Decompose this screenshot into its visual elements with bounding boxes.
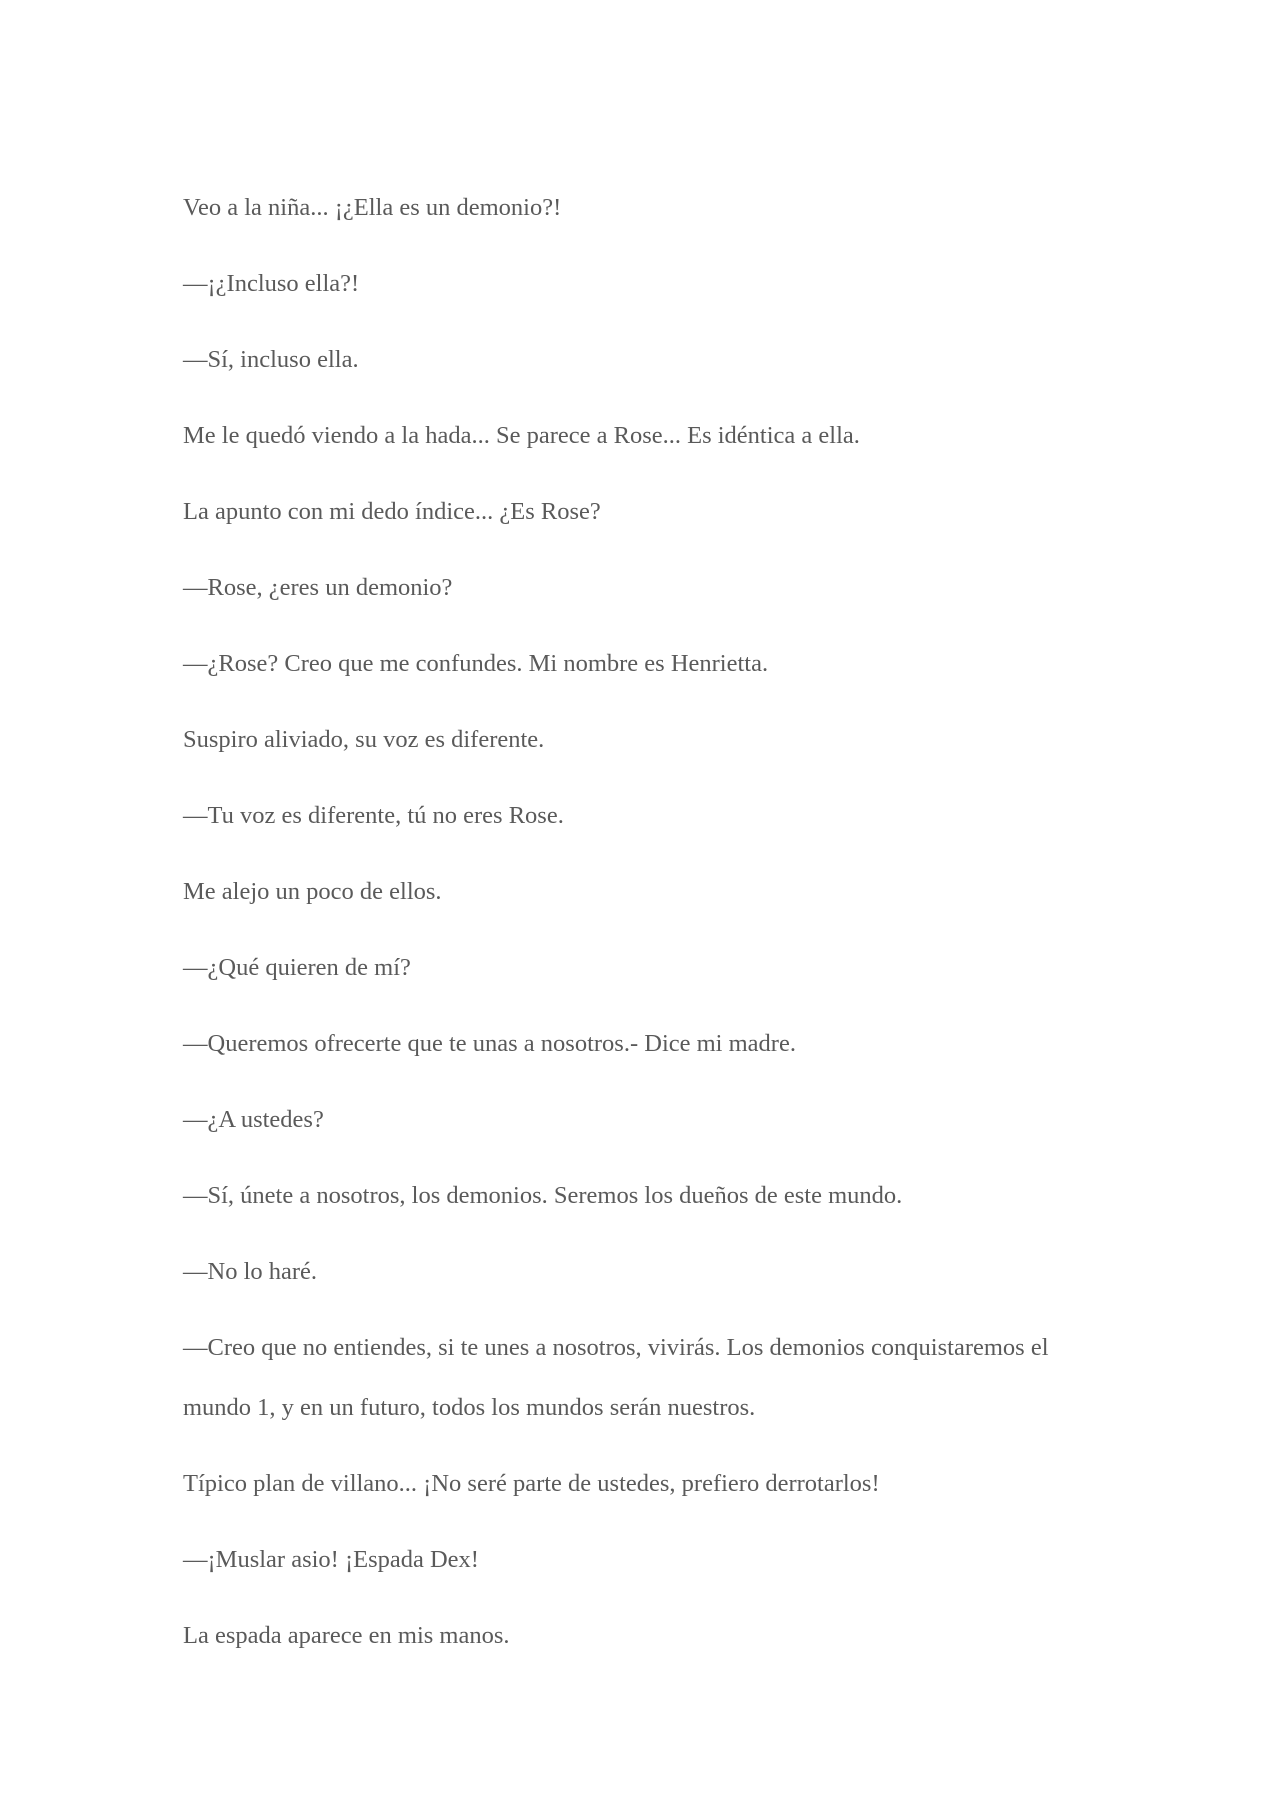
paragraph: Me le quedó viendo a la hada... Se parece a Rose... Es idéntica a ella. [183, 422, 860, 449]
paragraph: —Tu voz es diferente, tú no eres Rose. [183, 802, 564, 829]
paragraph: Suspiro aliviado, su voz es diferente. [183, 726, 545, 753]
paragraph: —¡Muslar asio! ¡Espada Dex! [183, 1546, 479, 1573]
paragraph: —No lo haré. [183, 1258, 318, 1285]
paragraph: —Sí, únete a nosotros, los demonios. Seremos los dueños de este mundo. [183, 1182, 903, 1209]
paragraph: La apunto con mi dedo índice... ¿Es Rose? [183, 498, 601, 525]
paragraph: —Creo que no entiendes, si te unes a nosotros, vivirás. Los demonios conquistaremos el mundo 1, y en un futuro, todos los mundos serán nuestros. [183, 1334, 1049, 1421]
paragraph: —Rose, ¿eres un demonio? [183, 574, 453, 601]
paragraph: La espada aparece en mis manos. [183, 1622, 510, 1649]
paragraph: —¡¿Incluso ella?! [183, 270, 360, 297]
paragraph: —¿Qué quieren de mí? [183, 954, 411, 981]
paragraph: —¿Rose? Creo que me confundes. Mi nombre es Henrietta. [183, 650, 769, 677]
paragraph: Me alejo un poco de ellos. [183, 878, 442, 905]
document-body [183, 178, 1113, 1666]
paragraph: Típico plan de villano... ¡No seré parte de ustedes, prefiero derrotarlos! [183, 1470, 880, 1497]
paragraph: —Sí, incluso ella. [183, 346, 359, 373]
paragraph: —¿A ustedes? [183, 1106, 324, 1133]
paragraph: —Queremos ofrecerte que te unas a nosotros.- Dice mi madre. [183, 1030, 796, 1057]
paragraph: Veo a la niña... ¡¿Ella es un demonio?! [183, 194, 562, 221]
